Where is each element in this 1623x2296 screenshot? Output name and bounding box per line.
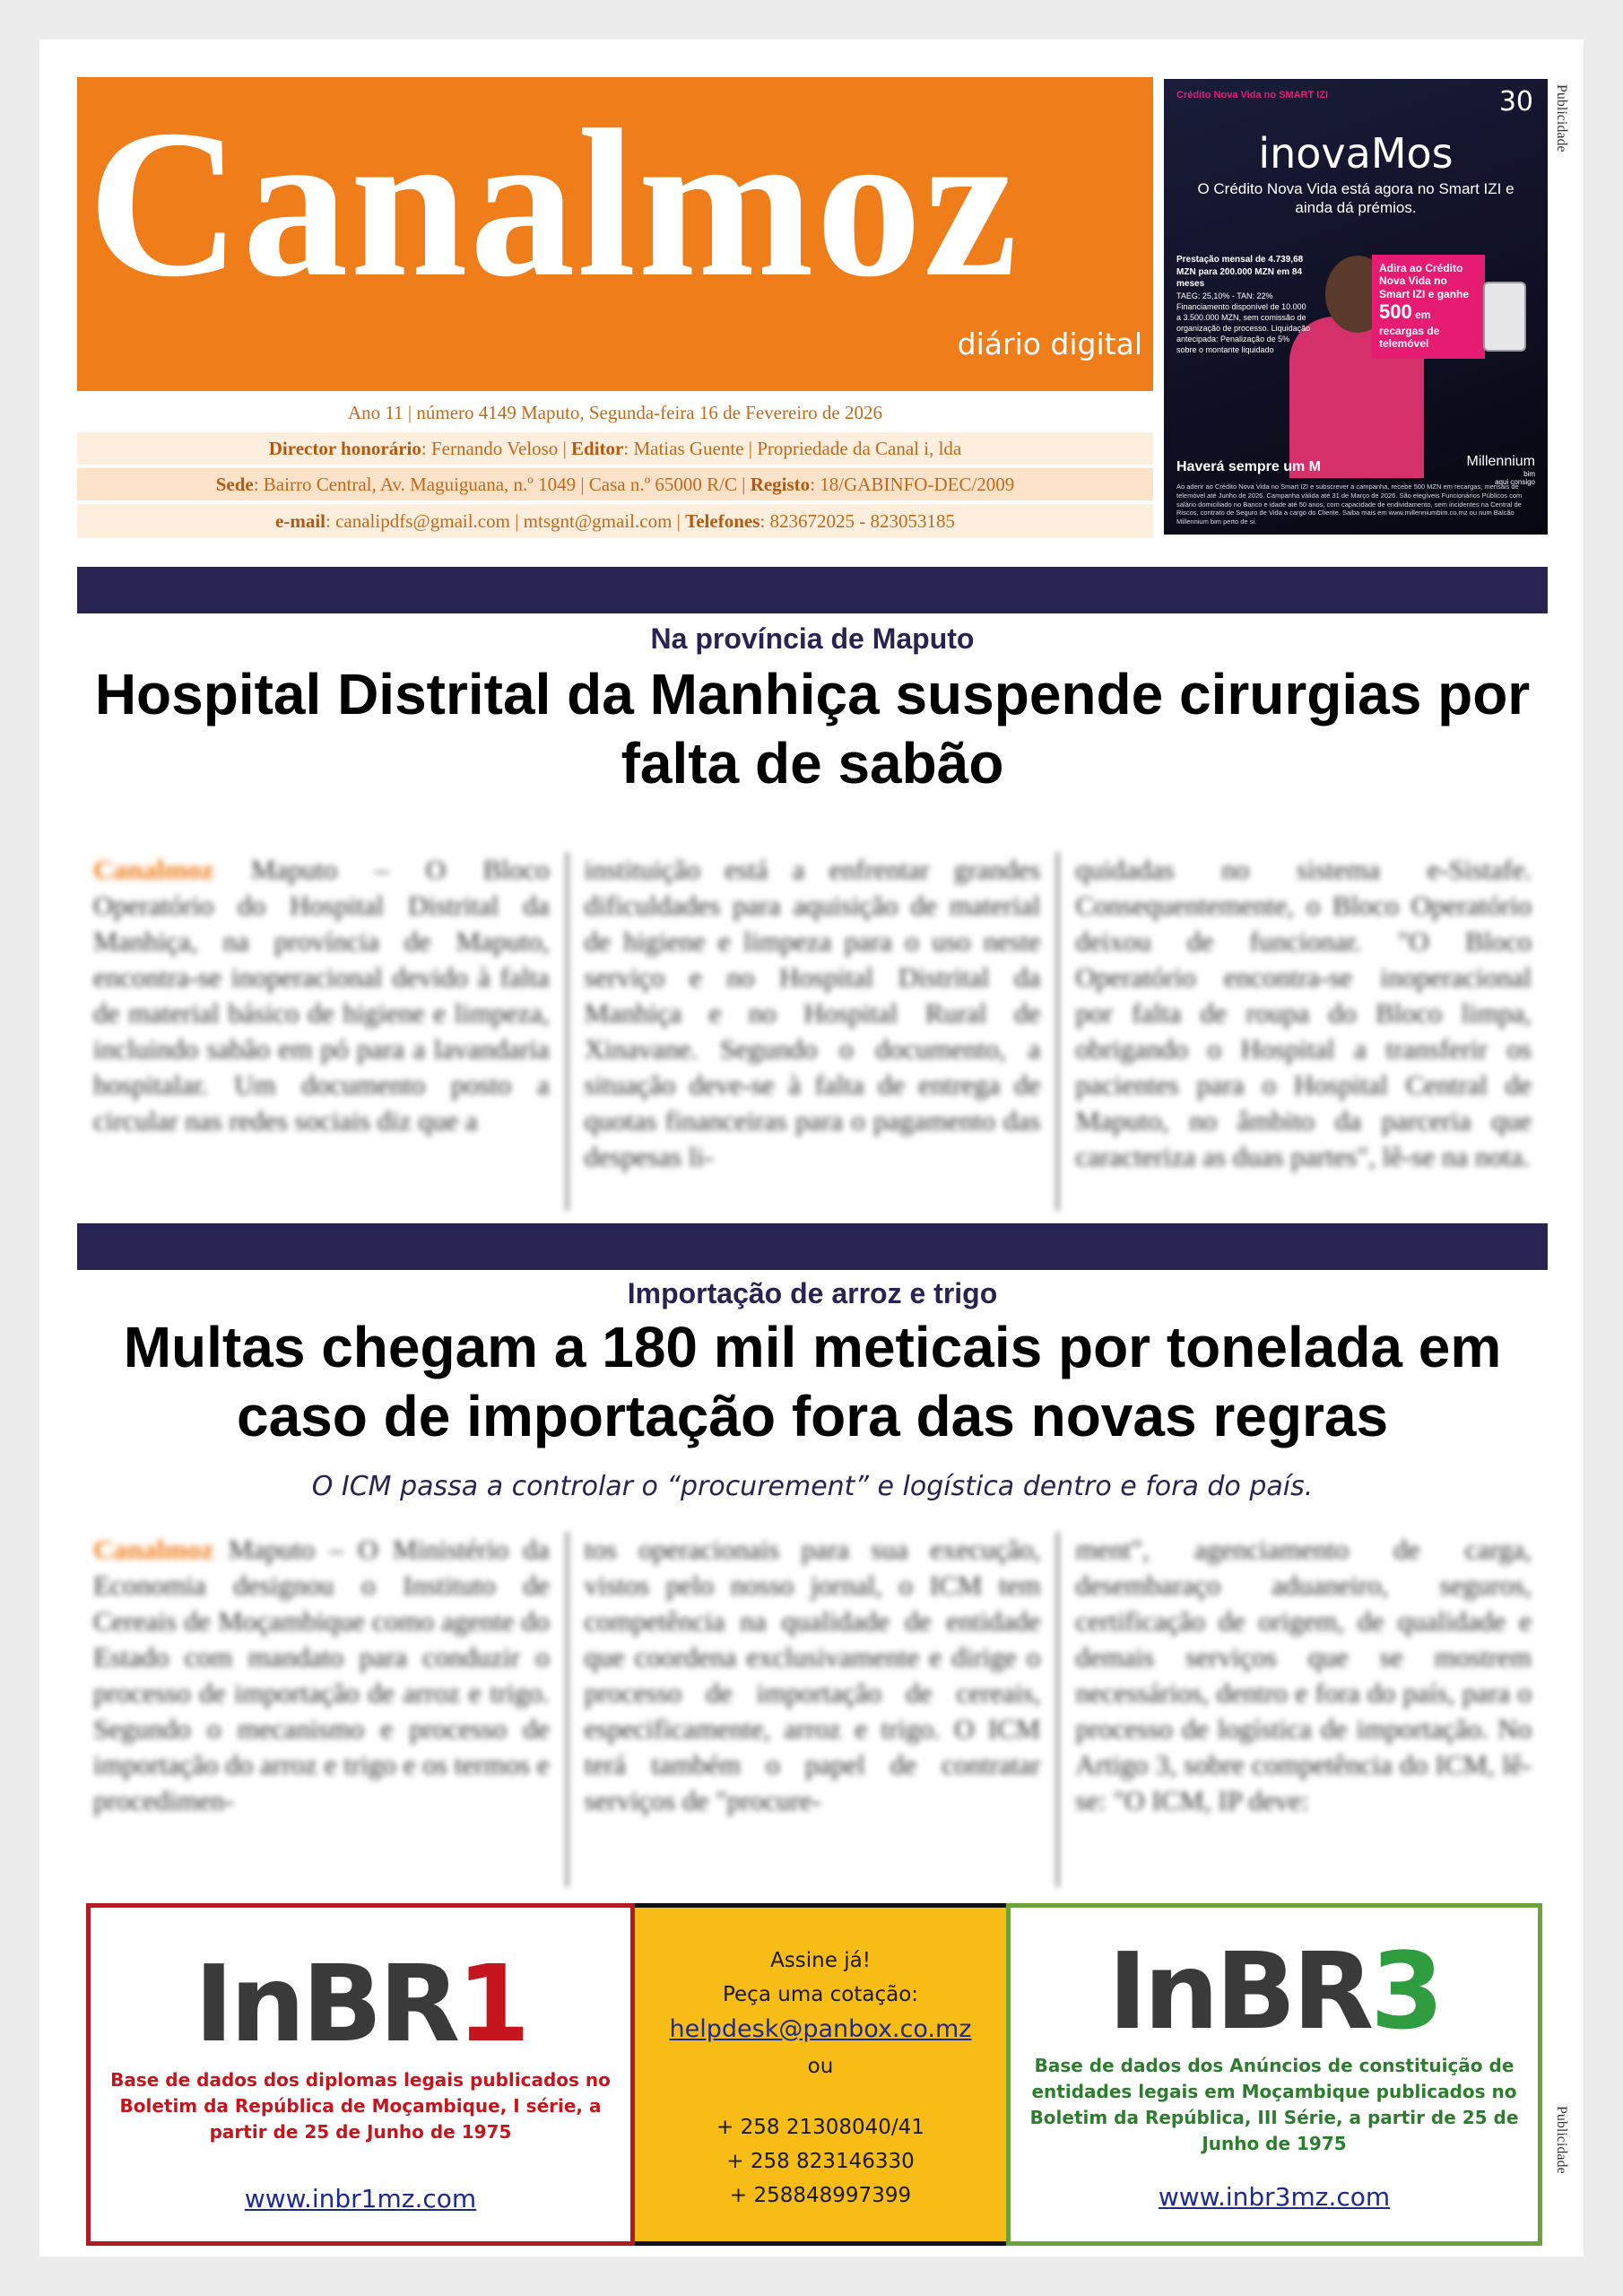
inbr1-logo-number: 1 <box>456 1942 527 2066</box>
ad-loan-rates: TAEG: 25,10% - TAN: 22% <box>1176 291 1273 300</box>
inbr3-logo-number: 3 <box>1370 1929 1441 2053</box>
subscription-advertisement <box>635 1903 1006 2246</box>
section-divider-1 <box>77 567 1548 613</box>
director-name: Fernando Veloso <box>430 438 559 459</box>
ad-promo-text: Adira ao Crédito Nova Vida no Smart IZI e ganhe <box>1379 262 1470 300</box>
registo-label: Registo <box>750 474 811 495</box>
article2-deck: O ICM passa a controlar o “procurement” e logística dentro e fora do país. <box>311 1471 1314 1502</box>
email-addresses[interactable]: canalipdfs@gmail.com | mtsgnt@gmail.com <box>335 510 673 532</box>
article1-text-1: Maputo – O Bloco Operatório do Hospital Distrital da Manhiça, na província de Maputo, encontra-se inoperacional devido à falta de material básico de higiene e limpeza, incluindo sabão em pó para a lavandaria hospitalar. Um documento posto a circular nas redes sociais diz que a <box>93 854 550 1136</box>
article1-column-1 <box>77 852 568 1211</box>
contact-phone-3: + 258848997399 <box>729 2184 912 2207</box>
quote-text: Peça uma cotação: <box>722 1983 919 2006</box>
logo: Canalmoz <box>88 87 1020 321</box>
article2-column-3: ment", agenciamento de carga, desembaraço aduaneiro, seguros, certificação de origem, de qualidade e demais serviços que se mostrem necessários, dentro e fora do país, para o processo de logística de importação. No Artigo 3, sobre competência do ICM, lê-se: "O ICM, IP deve: <box>1075 1534 1532 1816</box>
ad-brand: inovaMos <box>1258 129 1454 178</box>
contact-line: e-mail: canalipdfs@gmail.com | mtsgnt@gmail.com | Telefones: 823672025 - 823053185 <box>77 504 1153 538</box>
subscribe-text: Assine já! <box>770 1949 871 1972</box>
ad-slogan: Haverá sempre um M <box>1176 459 1321 474</box>
millennium-advertisement[interactable] <box>1164 79 1548 535</box>
inbr1-advertisement[interactable] <box>86 1903 635 2246</box>
contact-phone-2: + 258 823146330 <box>726 2150 915 2173</box>
phones-label: Telefones <box>685 510 760 532</box>
inbr3-link[interactable]: www.inbr3mz.com <box>1158 2182 1391 2212</box>
bank-sub: bim <box>1523 470 1535 478</box>
issue-line: Ano 11 | número 4149 Maputo, Segunda-feira 16 de Fevereiro de 2026 <box>77 396 1153 429</box>
bottom-advertisements <box>86 1903 1542 2246</box>
masthead <box>77 77 1153 532</box>
ownership: Propriedade da Canal i, lda <box>757 438 962 459</box>
newspaper-page <box>39 39 1584 2257</box>
bank-logo <box>1467 454 1535 486</box>
article2-kicker: Importação de arroz e trigo <box>627 1277 998 1309</box>
article1-body <box>77 852 1548 1211</box>
inbr3-logo <box>1011 1929 1538 2053</box>
editor-label: Editor <box>571 438 624 459</box>
advertising-label-top: Publicidade <box>1554 84 1569 152</box>
helpdesk-email-link[interactable]: helpdesk@panbox.co.mz <box>669 2015 972 2043</box>
article2-text-1: Maputo – O Ministério da Economia designou o Instituto de Cereais de Moçambique como agente do Estado com mandato para conduzir o processo de importação de arroz e trigo. Segundo o mecanismo e processo de importação do arroz e trigo e os termos e procedimen- <box>93 1534 550 1816</box>
bank-tagline: aqui consigo <box>1495 478 1535 486</box>
director-label: Director honorário <box>268 438 421 459</box>
phone-numbers: 823672025 - 823053185 <box>769 510 955 532</box>
staff-line: Director honorário: Fernando Veloso | Editor: Matias Guente | Propriedade da Canal i, lda <box>77 432 1153 465</box>
article1-column-2: instituição está a enfrentar grandes dificuldades para aquisição de material de higiene e limpeza para o uso neste serviço e no Hospital Distrital da Manhiça e no Hospital Rural de Xinavane. Segundo o documento, a situação deve-se à falta de entrega de quotas financeiras para o pagamento das despesas li- <box>568 852 1060 1211</box>
inbr3-advertisement[interactable] <box>1006 1903 1542 2246</box>
article2-column-1 <box>77 1532 568 1887</box>
masthead-info <box>77 391 1153 544</box>
section-divider-2 <box>77 1223 1548 1270</box>
logo-subtitle: diário digital <box>957 326 1142 361</box>
article1-kicker: Na província de Maputo <box>650 622 975 655</box>
ad-promo-amount: 500 <box>1379 300 1412 324</box>
editor-name: Matias Guente <box>633 438 744 459</box>
article1-source: Canalmoz <box>93 854 214 885</box>
ad-promo-box <box>1372 255 1485 359</box>
bank-name: Millennium <box>1466 454 1535 469</box>
sede-address: Bairro Central, Av. Maguiguana, n.º 1049 | Casa n.º 65000 R/C <box>263 474 737 495</box>
article2-column-2: tos operacionais para sua execução, vistos pelo nosso jornal, o ICM tem competência na qualidade de entidade que coordena exclusivamente e dirige o processo de importação de cereais, especificamente, arroz e trigo. O ICM terá também o papel de contratar serviços de "procure- <box>568 1532 1060 1887</box>
advertising-label-bottom: Publicidade <box>1554 2106 1569 2174</box>
article2-source: Canalmoz <box>93 1534 214 1565</box>
ad-loan-title: Prestação mensal de 4.739,68 MZN para 200.000 MZN em 84 meses <box>1176 255 1304 289</box>
ad-fine-print: Ao aderir ao Crédito Nova Vida no Smart IZI e subscrever a campanha, recebe 500 MZN em recargas, mensais de telemóvel até Junho de 2026. Campanha válida até 31 de Março de 2026. São elegíveis Funcionários Públicos com salário domiciliado no Banco e idade até 50 anos, com capacidade de endividamento, sem incidentes na Central de Riscos, contrato de Seguro de Vida a cargo do Cliente. Saiba mais em www.millenniumbim.co.mz ou num Balcão Millennium bim perto de si. <box>1176 483 1523 526</box>
inbr3-description: Base de dados dos Anúncios de constituição de entidades legais em Moçambique publicados no Boletim da República, III Série, a partir de 25 de Junho de 1975 <box>1029 2055 1519 2154</box>
address-line: Sede: Bairro Central, Av. Maguiguana, n.º 1049 | Casa n.º 65000 R/C | Registo: 18/GABINFO-DEC/2009 <box>77 468 1153 500</box>
inbr1-logo-prefix: InBR <box>194 1942 457 2066</box>
ad-tag: Crédito Nova Vida no SMART IZI <box>1176 90 1329 100</box>
inbr1-description: Base de dados dos diplomas legais publicados no Boletim da República de Moçambique, I série, a partir de 25 de Junho de 1975 <box>110 2069 611 2143</box>
sede-label: Sede <box>215 474 254 495</box>
ad-promo-unit: em recargas de telemóvel <box>1379 309 1440 350</box>
inbr1-logo <box>91 1942 630 2066</box>
contact-phone-1: + 258 21308040/41 <box>716 2116 924 2139</box>
ad-loan-text: Financiamento disponível de 10.000 a 3.500.000 MZN, sem comissão de organização de processo. Liquidação antecipada: Penalização de 5% sobre o montante liquidado <box>1176 301 1311 355</box>
ad-headline: O Crédito Nova Vida está agora no Smart IZI e ainda dá prémios. <box>1197 180 1515 217</box>
article2-body <box>77 1532 1548 1887</box>
registo-number: 18/GABINFO-DEC/2009 <box>820 474 1015 495</box>
phone-icon <box>1483 282 1526 352</box>
article2-headline[interactable]: Multas chegam a 180 mil meticais por tonelada em caso de importação fora das novas regras <box>123 1315 1502 1448</box>
inbr3-logo-prefix: InBR <box>1107 1929 1371 2053</box>
article1-column-3: quidadas no sistema e-Sistafe. Consequentemente, o Bloco Operatório deixou de funcionar. "O Bloco Operatório encontra-se inoperacional por falta de roupa do Bloco limpa, obrigando o Hospital a transferir os pacientes para o Hospital Central de Maputo, no âmbito da parceria que caracteriza as duas partes", lê-se na nota. <box>1075 854 1532 1172</box>
article1-headline[interactable]: Hospital Distrital da Manhiça suspende cirurgias por falta de sabão <box>94 662 1531 796</box>
inbr1-link[interactable]: www.inbr1mz.com <box>244 2184 477 2213</box>
or-text: ou <box>807 2055 834 2078</box>
logo-band <box>77 77 1153 391</box>
anniversary-logo: 30 <box>1498 86 1533 117</box>
email-label: e-mail <box>275 510 325 532</box>
ad-loan-details <box>1176 254 1311 355</box>
